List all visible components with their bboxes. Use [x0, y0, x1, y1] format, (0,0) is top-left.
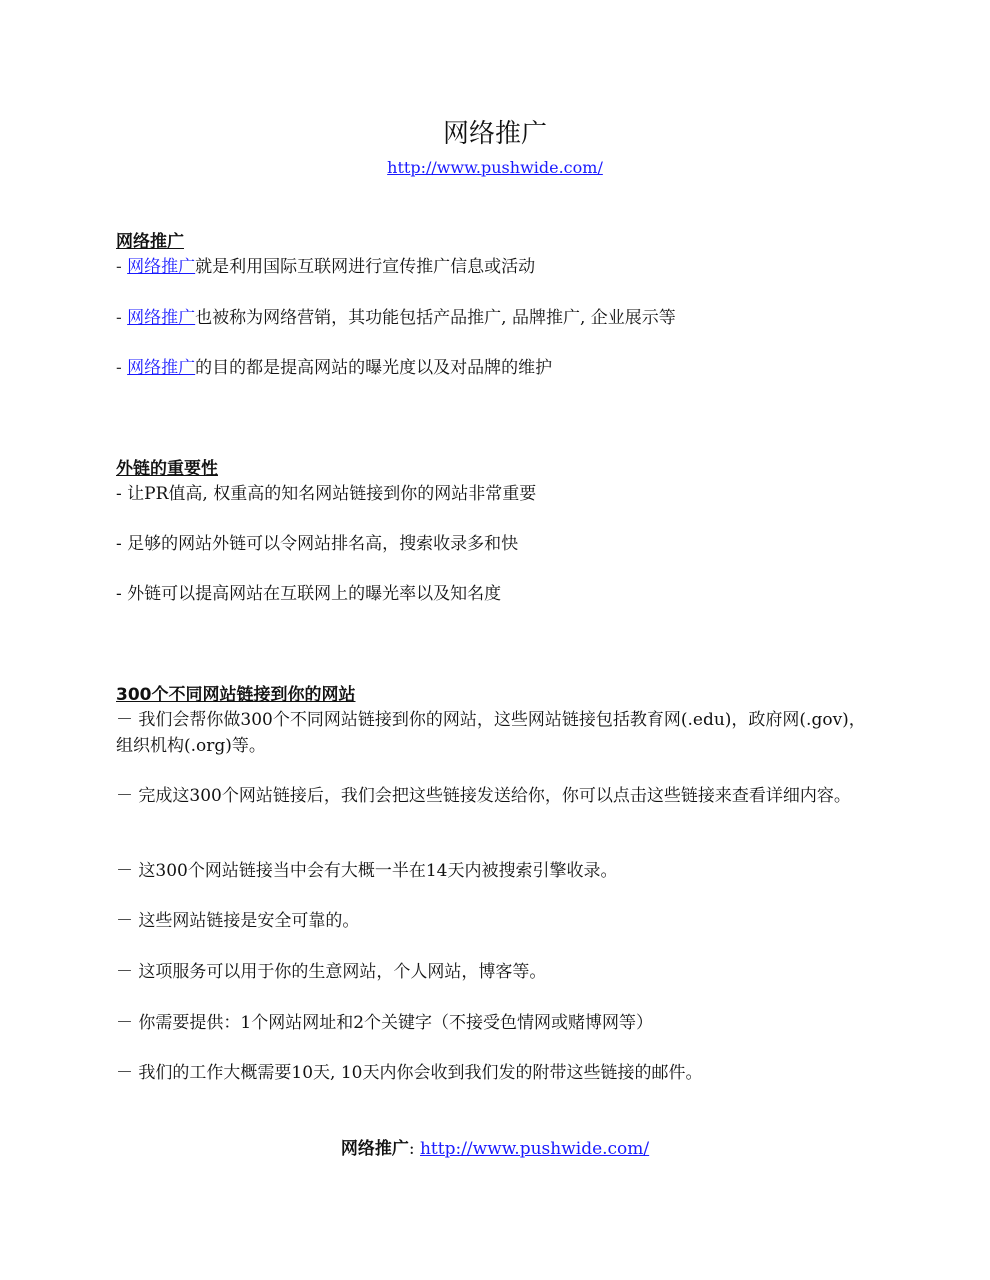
section-heading-network-promotion: 网络推广 — [116, 232, 184, 252]
header-url-link[interactable]: http://www.pushwide.com/ — [387, 158, 603, 177]
network-promotion-link[interactable]: 网络推广 — [127, 308, 196, 328]
footer — [0, 1137, 990, 1161]
list-item: - 足够的网站外链可以令网站排名高，搜索收录多和快 — [116, 534, 519, 554]
list-item — [116, 305, 876, 331]
list-item — [116, 355, 876, 381]
title-url-container — [0, 157, 990, 179]
list-dash: - — [116, 358, 128, 378]
footer-url-link[interactable]: http://www.pushwide.com/ — [419, 1139, 650, 1159]
network-promotion-link[interactable]: 网络推广 — [127, 358, 196, 378]
list-item: - 让PR值高, 权重高的知名网站链接到你的网站非常重要 — [116, 484, 537, 504]
list-dash: - — [116, 257, 128, 277]
section-heading-backlink-importance: 外链的重要性 — [116, 459, 218, 479]
list-item — [116, 254, 876, 280]
list-item: － 这300个网站链接当中会有大概一半在14天内被搜索引擎收录。 — [116, 861, 618, 881]
list-item-text: 也被称为网络营销，其功能包括产品推广, 品牌推广, 企业展示等 — [195, 308, 676, 328]
list-item: － 这些网站链接是安全可靠的。 — [116, 911, 360, 931]
list-item: － 我们会帮你做300个不同网站链接到你的网站，这些网站链接包括教育网(.edu)，政府网(.gov)，组织机构(.org)等。 — [116, 710, 866, 756]
list-item-text: 的目的都是提高网站的曝光度以及对品牌的维护 — [195, 358, 553, 378]
list-item: － 这项服务可以用于你的生意网站，个人网站，博客等。 — [116, 962, 547, 982]
list-item: － 你需要提供：1个网站网址和2个关键字（不接受色情网或赌博网等） — [116, 1013, 654, 1033]
list-item: － 我们的工作大概需要10天, 10天内你会收到我们发的附带这些链接的邮件。 — [116, 1063, 703, 1083]
network-promotion-link[interactable]: 网络推广 — [127, 257, 196, 277]
list-item-text: 就是利用国际互联网进行宣传推广信息或活动 — [195, 257, 536, 277]
list-item: － 完成这300个网站链接后，我们会把这些链接发送给你，你可以点击这些链接来查看详细内容。 — [116, 786, 851, 806]
list-item: - 外链可以提高网站在互联网上的曝光率以及知名度 — [116, 584, 502, 604]
footer-separator: : — [408, 1139, 420, 1159]
page-title: 网络推广 — [442, 119, 547, 149]
list-dash: - — [116, 308, 128, 328]
footer-label: 网络推广 — [340, 1139, 409, 1159]
section-heading-300-links: 300个不同网站链接到你的网站 — [116, 685, 356, 705]
